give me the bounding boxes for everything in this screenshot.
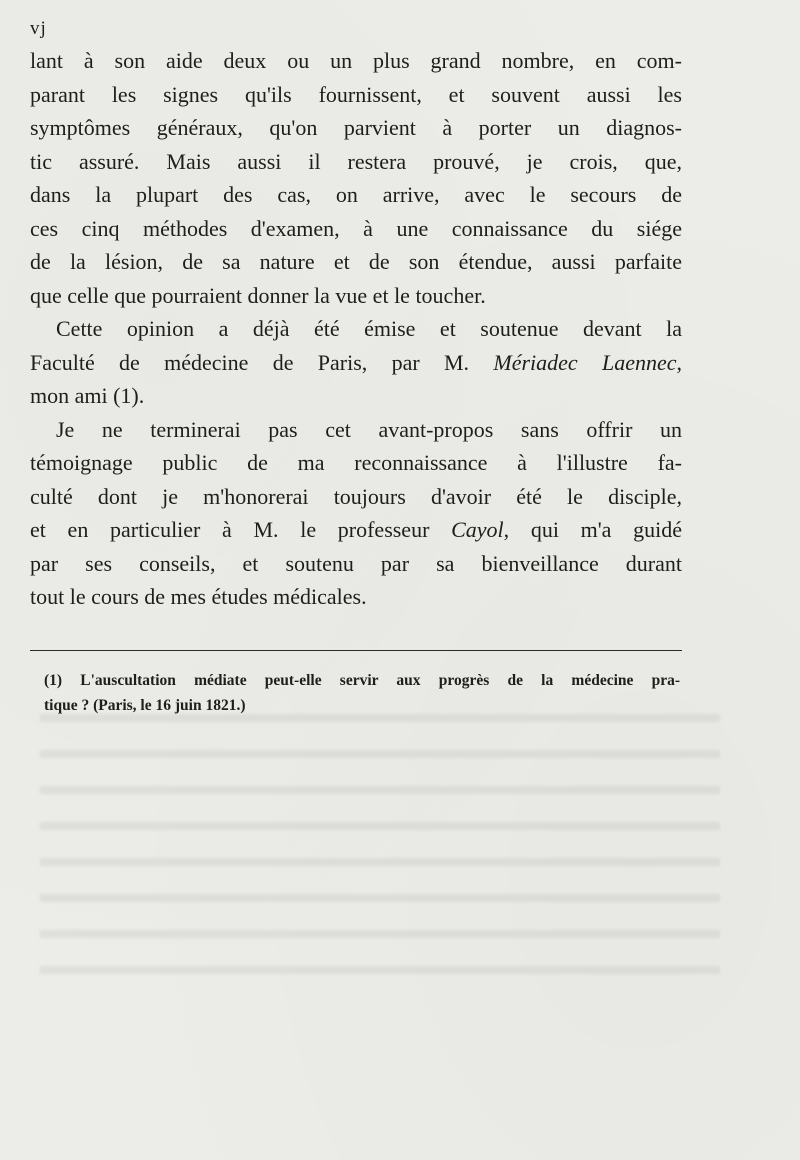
- text-line: [30, 513, 682, 547]
- footnote-line: (1) L'auscultation médiate peut-elle servir aux progrès de la médecine pra-: [44, 672, 680, 689]
- text-line: symptômes généraux, qu'on parvient à porter un diagnos-: [30, 115, 682, 140]
- text-line: parant les signes qu'ils fournissent, et souvent aussi les: [30, 81, 682, 107]
- text-line: Je ne terminerai pas cet avant-propos sans offrir un: [56, 416, 682, 442]
- text-line: témoignage public de ma reconnaissance à l'illustre fa-: [30, 450, 682, 475]
- bleed-through-texture: [40, 700, 720, 1000]
- text-line: mon ami (1).: [30, 383, 145, 408]
- page-number: vj: [30, 18, 47, 39]
- person-name: Mériadec Laennec: [493, 349, 677, 375]
- text-line: ces cinq méthodes d'examen, à une connaissance du siége: [30, 215, 682, 241]
- footnote: [44, 668, 680, 718]
- person-name: Cayol: [451, 517, 504, 542]
- text-line: que celle que pourraient donner la vue et le toucher.: [30, 282, 486, 308]
- text-line: tic assuré. Mais aussi il restera prouvé, je crois, que,: [30, 148, 682, 174]
- text-fragment: et en particulier à M. le professeur: [30, 517, 452, 542]
- footnote-line: tique ? (Paris, le 16 juin 1821.): [44, 697, 246, 714]
- text-fragment: , qui m'a guidé: [503, 517, 682, 542]
- paragraph-2: [30, 312, 682, 413]
- text-line: dans la plupart des cas, on arrive, avec le secours de: [30, 182, 682, 207]
- paragraph-1: [30, 44, 682, 312]
- text-line: [30, 346, 682, 380]
- text-line: culté dont je m'honorerai toujours d'avoir été le disciple,: [30, 483, 682, 509]
- text-fragment: ,: [676, 349, 683, 375]
- text-line: de la lésion, de sa nature et de son étendue, aussi parfaite: [30, 249, 682, 274]
- main-text: [30, 44, 682, 614]
- footnote-rule: [30, 650, 682, 651]
- text-line: lant à son aide deux ou un plus grand nombre, en com-: [30, 48, 682, 73]
- text-fragment: Faculté de médecine de Paris, par M.: [30, 349, 494, 375]
- text-line: tout le cours de mes études médicales.: [30, 584, 367, 609]
- text-line: Cette opinion a déjà été émise et soutenue devant la: [56, 316, 682, 341]
- paragraph-3: [30, 413, 682, 614]
- text-line: par ses conseils, et soutenu par sa bienveillance durant: [30, 550, 682, 576]
